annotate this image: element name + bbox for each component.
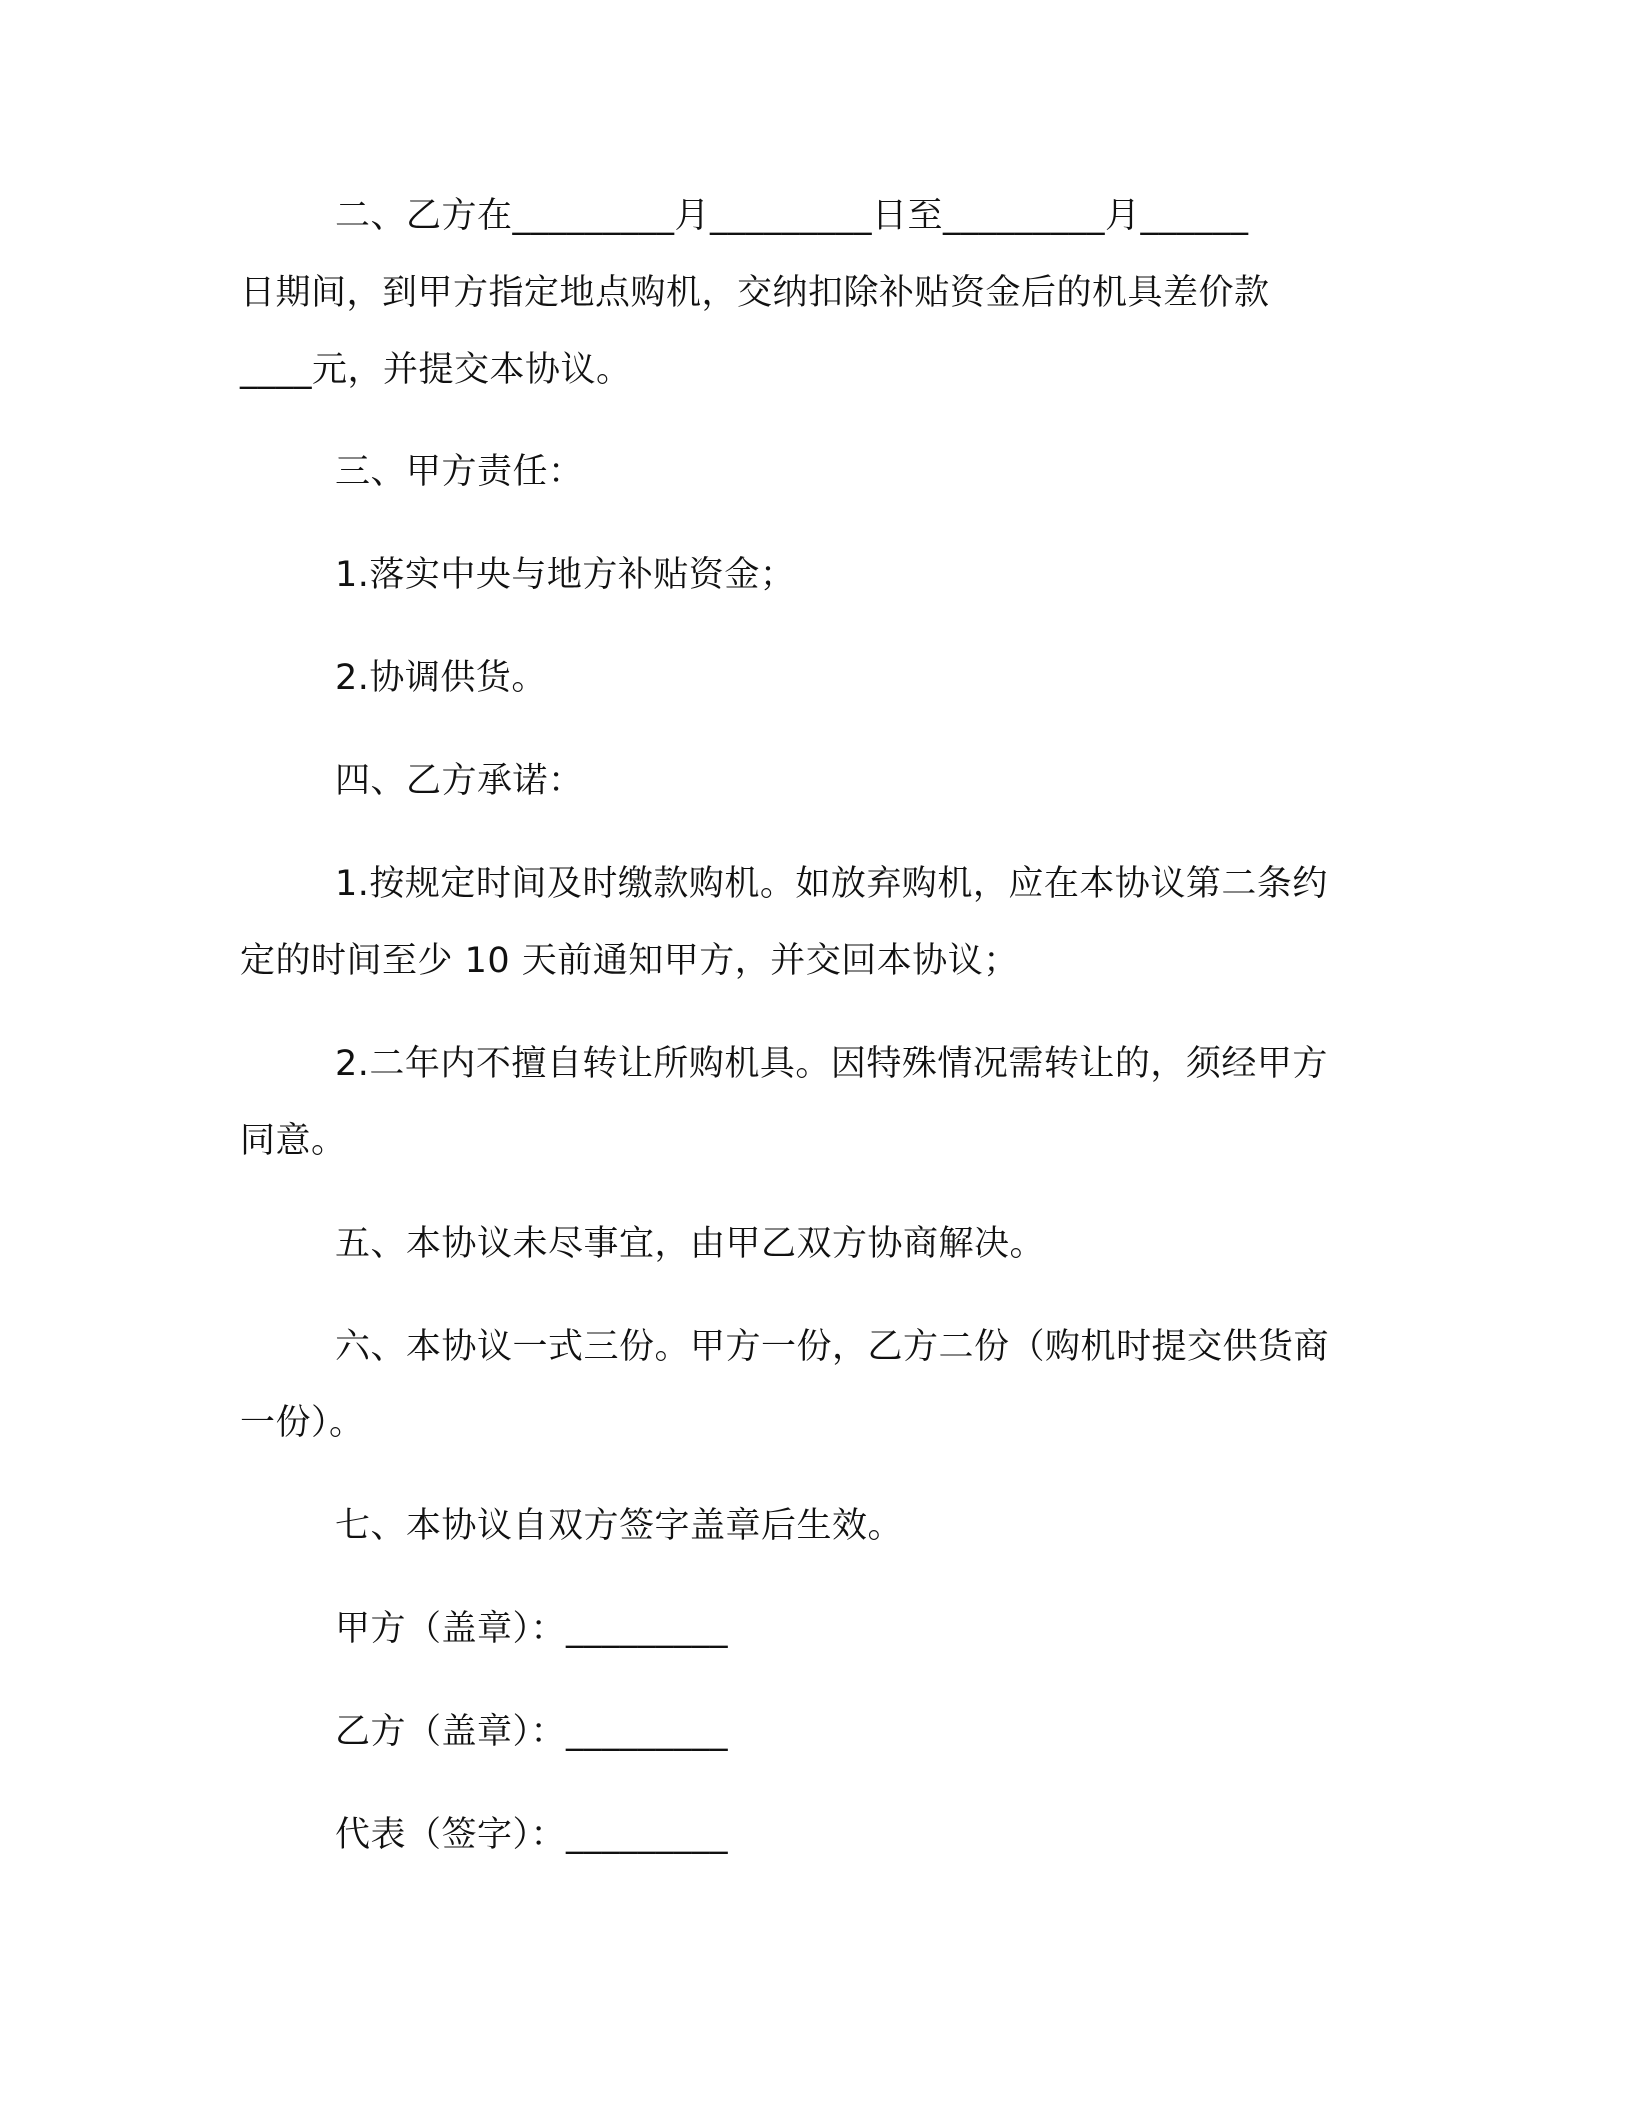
clause-6-line-1: 六、本协议一式三份。甲方一份，乙方二份（购机时提交供货商	[335, 1327, 1330, 1367]
clause-2-line-1: 二、乙方在_________月_________日至_________月______	[335, 196, 1249, 236]
clause-4-item-1-line-2: 定的时间至少 10 天前通知甲方，并交回本协议；	[240, 941, 1019, 981]
clause-6-line-2: 一份）。	[240, 1403, 365, 1443]
clause-2-line-2: 日期间，到甲方指定地点购机，交纳扣除补贴资金后的机具差价款	[240, 273, 1270, 313]
party-a-seal-line: 甲方（盖章）：_________	[335, 1609, 729, 1649]
clause-4-title: 四、乙方承诺：	[335, 761, 584, 801]
clause-3-item-2: 2.协调供货。	[335, 658, 547, 698]
clause-3-item-1: 1.落实中央与地方补贴资金；	[335, 555, 796, 595]
clause-7: 七、本协议自双方签字盖章后生效。	[335, 1506, 904, 1546]
clause-4-item-2-line-2: 同意。	[240, 1121, 347, 1161]
clause-5: 五、本协议未尽事宜，由甲乙双方协商解决。	[335, 1224, 1046, 1264]
clause-2-line-3: ____元，并提交本协议。	[240, 350, 632, 390]
clause-3-title: 三、甲方责任：	[335, 452, 584, 492]
clause-4-item-1-line-1: 1.按规定时间及时缴款购机。如放弃购机，应在本协议第二条约	[335, 864, 1328, 904]
representative-signature-line: 代表（签字）：_________	[335, 1815, 729, 1855]
party-b-seal-line: 乙方（盖章）：_________	[335, 1712, 729, 1752]
clause-4-item-2-line-1: 2.二年内不擅自转让所购机具。因特殊情况需转让的，须经甲方	[335, 1044, 1328, 1084]
